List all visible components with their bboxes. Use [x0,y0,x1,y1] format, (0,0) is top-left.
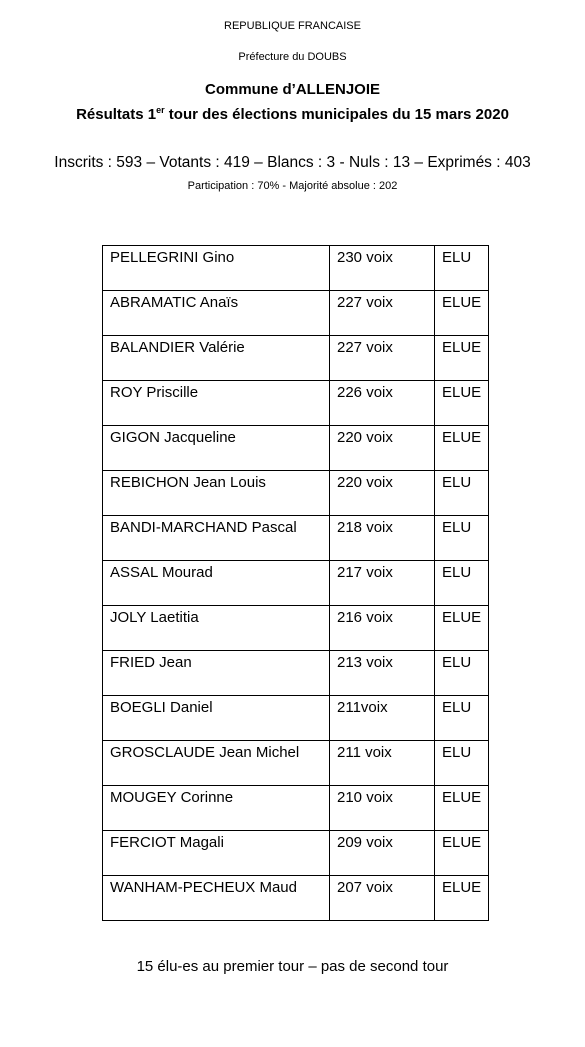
votes-cell: 211 voix [330,741,435,786]
status-cell: ELU [435,471,489,516]
candidate-name-cell: ABRAMATIC Anaïs [103,291,330,336]
status-cell: ELU [435,516,489,561]
candidate-name-cell: ROY Priscille [103,381,330,426]
candidate-name-cell: ASSAL Mourad [103,561,330,606]
participation-line: Participation : 70% - Majorité absolue : 202 [187,180,398,192]
results-title [0,106,585,123]
votes-cell: 211voix [330,696,435,741]
status-cell: ELUE [435,336,489,381]
status-cell: ELU [435,246,489,291]
votes-cell: 216 voix [330,606,435,651]
table-row [103,876,489,921]
votes-cell: 207 voix [330,876,435,921]
votes-cell: 230 voix [330,246,435,291]
candidate-name-cell: GROSCLAUDE Jean Michel [103,741,330,786]
status-cell: ELU [435,741,489,786]
votes-cell: 213 voix [330,651,435,696]
table-row [103,606,489,651]
votes-cell: 220 voix [330,426,435,471]
table-row [103,291,489,336]
results-table-body [103,246,489,921]
status-cell: ELUE [435,426,489,471]
table-row [103,741,489,786]
candidate-name-cell: PELLEGRINI Gino [103,246,330,291]
candidate-name-cell: WANHAM-PECHEUX Maud [103,876,330,921]
votes-cell: 209 voix [330,831,435,876]
vote-summary: Inscrits : 593 – Votants : 419 – Blancs : 3 - Nuls : 13 – Exprimés : 403 [54,154,531,171]
country-heading: REPUBLIQUE FRANCAISE [224,20,361,32]
footer-note: 15 élu-es au premier tour – pas de second tour [136,958,449,975]
table-row [103,786,489,831]
table-row [103,336,489,381]
votes-cell: 220 voix [330,471,435,516]
table-row [103,651,489,696]
results-table [102,245,489,921]
results-title-superscript: er [156,105,165,115]
table-row [103,516,489,561]
status-cell: ELU [435,696,489,741]
table-row [103,381,489,426]
table-row [103,831,489,876]
table-row [103,246,489,291]
candidate-name-cell: FERCIOT Magali [103,831,330,876]
votes-cell: 227 voix [330,336,435,381]
candidate-name-cell: BALANDIER Valérie [103,336,330,381]
table-row [103,426,489,471]
status-cell: ELUE [435,606,489,651]
candidate-name-cell: BANDI-MARCHAND Pascal [103,516,330,561]
votes-cell: 210 voix [330,786,435,831]
candidate-name-cell: GIGON Jacqueline [103,426,330,471]
status-cell: ELUE [435,831,489,876]
prefecture-heading: Préfecture du DOUBS [238,51,347,63]
votes-cell: 217 voix [330,561,435,606]
status-cell: ELU [435,651,489,696]
status-cell: ELUE [435,876,489,921]
results-title-prefix: Résultats 1 [76,106,157,123]
candidate-name-cell: JOLY Laetitia [103,606,330,651]
status-cell: ELU [435,561,489,606]
commune-title: Commune d’ALLENJOIE [204,81,380,98]
votes-cell: 218 voix [330,516,435,561]
votes-cell: 226 voix [330,381,435,426]
candidate-name-cell: FRIED Jean [103,651,330,696]
table-row [103,696,489,741]
candidate-name-cell: MOUGEY Corinne [103,786,330,831]
status-cell: ELUE [435,381,489,426]
table-row [103,471,489,516]
results-title-suffix: tour des élections municipales du 15 mars 2020 [164,106,509,123]
table-row [103,561,489,606]
votes-cell: 227 voix [330,291,435,336]
status-cell: ELUE [435,786,489,831]
candidate-name-cell: BOEGLI Daniel [103,696,330,741]
status-cell: ELUE [435,291,489,336]
candidate-name-cell: REBICHON Jean Louis [103,471,330,516]
